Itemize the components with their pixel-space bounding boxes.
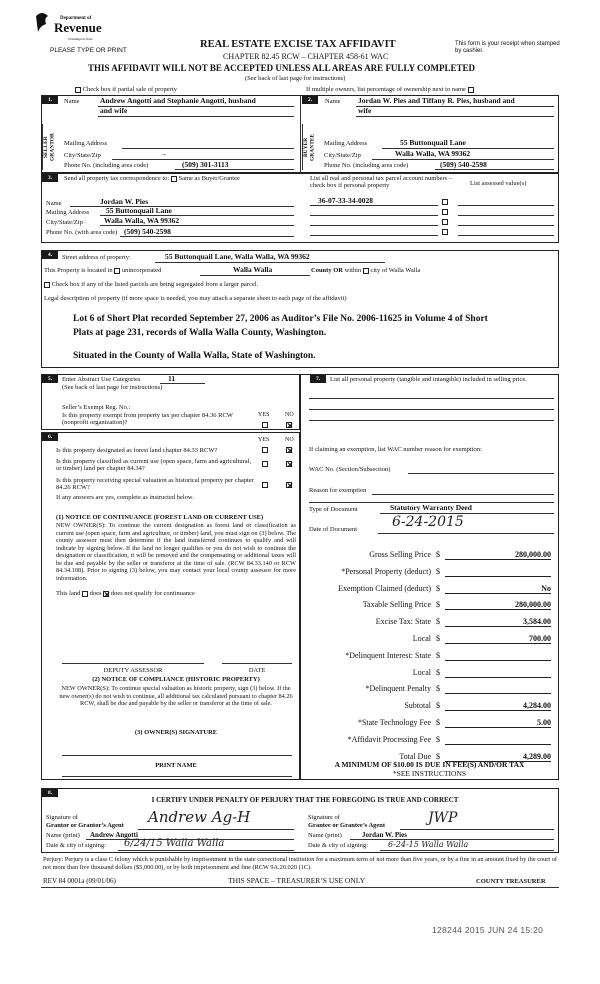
receipt-note: This form is your receipt when stamped by cashier. [455,41,560,54]
fee-label: *Personal Property (deduct) [341,567,431,576]
within-label: within [344,267,362,274]
grantor-name-label: Name (print) [46,832,80,839]
grantee-date-city: 6-24-15 Walla Walla [388,840,469,849]
seller-phone: (509) 301-3113 [182,160,229,169]
section-5-number: 5. [42,375,58,383]
segregated-checkbox[interactable] [44,282,50,288]
grantor-signature: Andrew Ag-H [148,808,251,826]
s3-mailing-label: Mailing Address [46,209,90,216]
dollar-sign: $ [436,617,440,626]
multiple-owners-row [306,86,474,93]
assessor-date-label: DATE [248,667,266,674]
fee-row [305,651,555,663]
segregated-row [44,281,258,288]
seller-name-label: Name [64,98,80,105]
personal-property-checkbox-4[interactable] [442,228,448,235]
grantor-sig-label-1: Signature of [46,814,78,821]
s3-city: Walla Walla, WA 99362 [104,216,180,225]
buyer-city-label: City/State/Zip [324,152,361,159]
seller-city-mark: → [160,150,167,158]
county-name: Walla Walla [233,265,273,274]
fee-label: Gross Selling Price [369,550,431,559]
within-city-checkbox[interactable] [363,268,369,274]
grantee-name-label: Name (print) [308,832,342,839]
form-revision: REV 84 0001a (09/01/06) [43,877,116,885]
s5-question-1: Is this property exempt from property tax per chapter 84.36 RCW (nonprofit organization)? [62,412,233,427]
section-6-number: 6. [42,433,58,441]
buyer-phone-label: Phone No. (including area code) [324,162,409,169]
grantee-sig-label-1: Signature of [308,814,340,821]
dollar-sign: $ [436,584,440,593]
dollar-sign: $ [436,735,440,744]
seller-name: Andrew Angotti and Stephanie Angotti, husband [100,96,256,105]
notice-1-title: (1) NOTICE OF CONTINUANCE (FOREST LAND OR CURRENT USE) [56,514,264,521]
logo-dept: Department of [60,16,92,21]
dollar-sign: $ [436,701,440,710]
s6-no-header: NO [285,437,294,443]
s3-city-label: City/State/Zip [46,219,83,226]
notice-2-title: (2) NOTICE OF COMPLIANCE (HISTORIC PROPERTY) [92,676,260,683]
form-title: REAL ESTATE EXCISE TAX AFFIDAVIT [200,39,396,50]
s6-question-1: Is this property designated as forest land chapter 84.33 RCW? [56,447,218,454]
grantee-name: Jordan W. Pies [362,831,407,839]
fee-value: No [445,584,551,594]
s6-question-3: Is this property receiving special valuation as historical property per chapter 84.26 RCW? [56,477,254,492]
same-as-buyer-label: Same as Buyer/Grantee [178,175,240,182]
fee-row [305,701,555,713]
land-does-not-checkbox[interactable] [103,591,109,597]
fee-label: Excise Tax: State [375,617,431,626]
multiple-owners-label: If multiple owners, list percentage of ownership next to name [306,86,466,93]
fee-row [305,735,555,747]
please-type: PLEASE TYPE OR PRINT [50,47,127,54]
county-or-row [311,267,420,274]
dollar-sign: $ [436,550,440,559]
wac-number-label: WAC No. (Section/Subsection) [309,466,391,473]
street-address: 55 Buttonquail Lane, Walla Walla, WA 99362 [165,252,310,261]
seller-mailing-label: Mailing Address [64,140,108,147]
fee-row [305,584,555,596]
notice-2-body: NEW OWNER(S): To continue special valuation as historic property, sign (3) below. If the new owner(s) do not wish to continue, all additional tax calculated pursuant to chapter 84.26 RCW, shall be due and payable by the seller or transferor at the time of sale. [59,685,293,708]
legal-line-3: Situated in the County of Walla Walla, State of Washington. [73,351,316,361]
abstract-use-value: 11 [168,374,176,383]
fee-value [445,735,551,745]
fee-row [305,684,555,696]
perjury-notice: Perjury: Perjury is a class C felony which is punishable by imprisonment in the state correctional institution for a maximum term of not more than five years, or by a fine in an amount fixed by the court of not more than five thousand dollars ($5,000.00), or by both imprisonment and fine (RCW 9A.20.020 (1C). [43,856,557,871]
seller-phone-label: Phone No. (including area code) [64,162,149,169]
buyer-city: Walla Walla, WA 99362 [395,149,471,158]
s3-name-label: Name [46,200,62,207]
buyer-mailing-label: Mailing Address [324,140,368,147]
section-2-number: 2. [302,96,318,104]
document-type-label: Type of Document [309,506,358,513]
fee-row [305,550,555,562]
dollar-sign: $ [436,600,440,609]
personal-property-list-label: List all personal property (tangible and intangible) included in selling price. [330,376,527,383]
this-land-row [56,590,195,597]
section-7-number: 7. [310,375,326,383]
fee-value: 280,000.00 [445,600,551,610]
fee-label: Taxable Selling Price [362,600,431,609]
exemption-reason-label: Reason for exemption [309,487,367,494]
treasurer-stamp: 128244 2015 JUN 24 15:20 [432,925,544,935]
fee-value: 700.00 [445,634,551,644]
buyer-name-2: wife [358,106,372,115]
grantor-name: Andrew Angotti [90,831,138,839]
s6-if-yes: If any answers are yes, complete as instructed below. [56,494,194,501]
document-date-value: 6-24-2015 [392,514,464,530]
personal-property-checkbox-1[interactable] [442,198,448,205]
land-does-checkbox[interactable] [82,591,88,597]
grantor-sig-label-2: Grantor or Grantor’s Agent [46,822,124,829]
abstract-use-label: Enter Abstract Use Categories [62,376,141,383]
s3-mailing: 55 Buttonquail Lane [106,206,172,215]
legal-description-label: Legal description of property (if more space is needed, you may attach a separate sheet to each page of the affidavit) [44,295,347,302]
this-land-label: This land [56,590,81,597]
partial-sale-checkbox[interactable] [75,87,81,93]
s5-q1-no-checkbox[interactable] [286,421,292,428]
grantee-date-label: Date & city of signing: [308,842,368,849]
buyer-grantee-label: BUYER GRANTEE [302,124,318,170]
fee-row [305,600,555,612]
buyer-phone: (509) 540-2598 [440,160,487,169]
same-as-buyer-checkbox[interactable] [171,176,177,182]
deputy-assessor-label: DEPUTY ASSESSOR [103,667,163,674]
minimum-fee-note: A MINIMUM OF $10.00 IS DUE IN FEE(S) AND/OR TAX [334,760,525,769]
seller-city-label: City/State/Zip [64,152,101,159]
s5-no-header: NO [285,412,294,418]
see-back: (See back of last page for instructions) [245,75,346,82]
dollar-sign: $ [436,684,440,693]
fee-label: Local [412,668,431,677]
document-type-value: Statutory Warranty Deed [390,503,472,512]
fee-value: 4,284.00 [445,701,551,711]
dollar-sign: $ [436,668,440,677]
fee-label: Local [412,634,431,643]
fee-value: 3,584.00 [445,617,551,627]
partial-sale-label: Check box if partial sale of property [82,86,177,93]
logo-revenue: Revenue [54,20,102,35]
grantee-sig-label-2: Grantee or Grantee’s Agent [308,822,386,829]
grantor-date-label: Date & city of signing: [46,842,106,849]
assessed-value-label: List assessed value(s) [470,180,527,187]
fee-value: 5.00 [445,718,551,728]
s5-q1-yes-checkbox[interactable] [262,421,268,428]
s6-yes-header: YES [258,437,270,443]
fee-value: 4,289.00 [445,752,551,762]
s5-yes-header: YES [258,412,270,418]
notice-1-body: NEW OWNER(S): To continue the current designation as forest land or classification as current use (open space, farm and agriculture, or timber) land, you must sign on (3) below. The county assessor must then determine if the land transferred continues to qualify and will indicate by signing below. If the land no longer qualifies or you do not wish to continue the designation or classification, it will be removed and the compensating or additional taxes will be due and payable by the seller or transferor at the time of sale. (RCW 84.33.140 or RCW 84.34.108). Prior to signing (3) below, you may contact your local county assessor for more information. [56,522,296,582]
legal-line-1: Lot 6 of Short Plat recorded September 27, 2006 as Auditor’s File No. 2006-11625 in Volume 4 of Short [73,314,488,324]
dollar-sign: $ [436,634,440,643]
fee-label: Exemption Claimed (deduct) [338,584,431,593]
fee-value [445,684,551,694]
fee-value [445,567,551,577]
send-correspondence-label: Send all property tax correspondence to: [64,175,170,182]
fee-row [305,718,555,730]
s6-q3-no-checkbox[interactable] [286,481,292,488]
s6-question-2: Is this property classified as current use (open space, farm and agricultural, or timber) land per chapter 84.34? [56,458,252,473]
s6-q2-no-checkbox[interactable] [286,460,292,467]
fee-label: Subtotal [404,701,431,710]
dollar-sign: $ [436,567,440,576]
unincorporated-checkbox[interactable] [114,268,120,274]
located-row [44,267,161,274]
fee-value [445,668,551,678]
s6-q1-no-checkbox[interactable] [286,446,292,453]
personal-property-checkbox-2[interactable] [442,208,448,215]
print-name-label: PRINT NAME [155,762,197,769]
wac-reason-label: If claiming an exemption, list WAC number reason for exemption: [309,446,482,453]
exempt-reg-label: Seller’s Exempt Reg. No.: [62,404,131,411]
city-of-label: city of Walla Walla [370,267,421,274]
fee-label: Total Due [399,752,431,761]
land-does-not-label: does not qualify for continuance [110,590,195,597]
logo-state: Washington State [68,37,93,41]
fee-row [305,567,555,579]
parcel-list-label: List all real and personal tax parcel account numbers – check box if personal property [310,175,453,190]
s3-name: Jordan W. Pies [100,197,149,206]
treasurer-use-only: THIS SPACE – TREASURER’S USE ONLY [228,876,365,885]
buyer-mailing: 55 Buttonquail Lane [400,138,466,147]
grantee-signature: JWP [428,810,458,826]
s5-see-back: (See back of last page for instructions) [62,384,163,391]
unincorporated-label: unincorporated [121,267,162,274]
see-instructions: *SEE INSTRUCTIONS [392,769,467,778]
section-1-number: 1. [42,96,58,104]
seller-name-2: and wife [100,106,128,115]
s3-phone: (509) 540-2598 [124,227,171,236]
segregated-label: Check box if any of the listed parcels are being segregated from a larger parcel. [51,281,259,288]
dollar-sign: $ [436,752,440,761]
section-3-number: 3. [42,174,58,182]
fee-row [305,668,555,680]
grantor-date-city: 6/24/15 Walla Walla [124,838,225,849]
s6-q3-yes-checkbox[interactable] [262,481,268,488]
form-warning: THIS AFFIDAVIT WILL NOT BE ACCEPTED UNLESS ALL AREAS ARE FULLY COMPLETED [88,63,476,73]
fee-label: *Affidavit Processing Fee [347,735,431,744]
s3-phone-label: Phone No. (with area code) [46,229,118,236]
parcel-number: 36-07-33-34-0028 [318,196,373,205]
bird-logo-icon [34,10,54,36]
buyer-name: Jordan W. Pies and Tiffany R. Pies, husband and [358,96,515,105]
located-label: This Property is located in [44,267,113,274]
send-correspondence-row [64,175,240,182]
s6-q2-yes-checkbox[interactable] [262,460,268,467]
street-label: Street address of property: [62,254,131,261]
county-treasurer-label: COUNTY TREASURER [476,878,546,885]
section-4-number: 4. [42,251,58,259]
s6-q1-yes-checkbox[interactable] [262,446,268,453]
fee-label: *Delinquent Interest: State [345,651,431,660]
multiple-owners-checkbox[interactable] [468,87,474,93]
fee-label: *Delinquent Penalty [365,684,431,693]
legal-line-2: Plats at page 231, records of Walla Walla County, Washington. [73,328,327,338]
document-date-label: Date of Document [309,526,358,533]
dollar-sign: $ [436,651,440,660]
fee-row [305,617,555,629]
dollar-sign: $ [436,718,440,727]
partial-sale-row [75,86,177,93]
fee-value: 280,000.00 [445,550,551,560]
fee-label: *State Technology Fee [357,718,431,727]
buyer-name-label: Name [325,98,341,105]
fee-row [305,634,555,646]
form-chapter: CHAPTER 82.45 RCW – CHAPTER 458-61 WAC [223,52,389,61]
land-does-label: does [89,590,102,597]
certify-statement: I CERTIFY UNDER PENALTY OF PERJURY THAT THE FOREGOING IS TRUE AND CORRECT [151,796,459,804]
seller-grantor-label: SELLER GRANTOR [42,124,58,170]
owner-signature-label: (3) OWNER(S) SIGNATURE [134,729,218,736]
fee-value [445,651,551,661]
dor-logo [34,10,104,46]
section-8-number: 8. [42,789,58,797]
personal-property-checkbox-3[interactable] [442,218,448,225]
county-or-label: County OR [311,267,343,274]
